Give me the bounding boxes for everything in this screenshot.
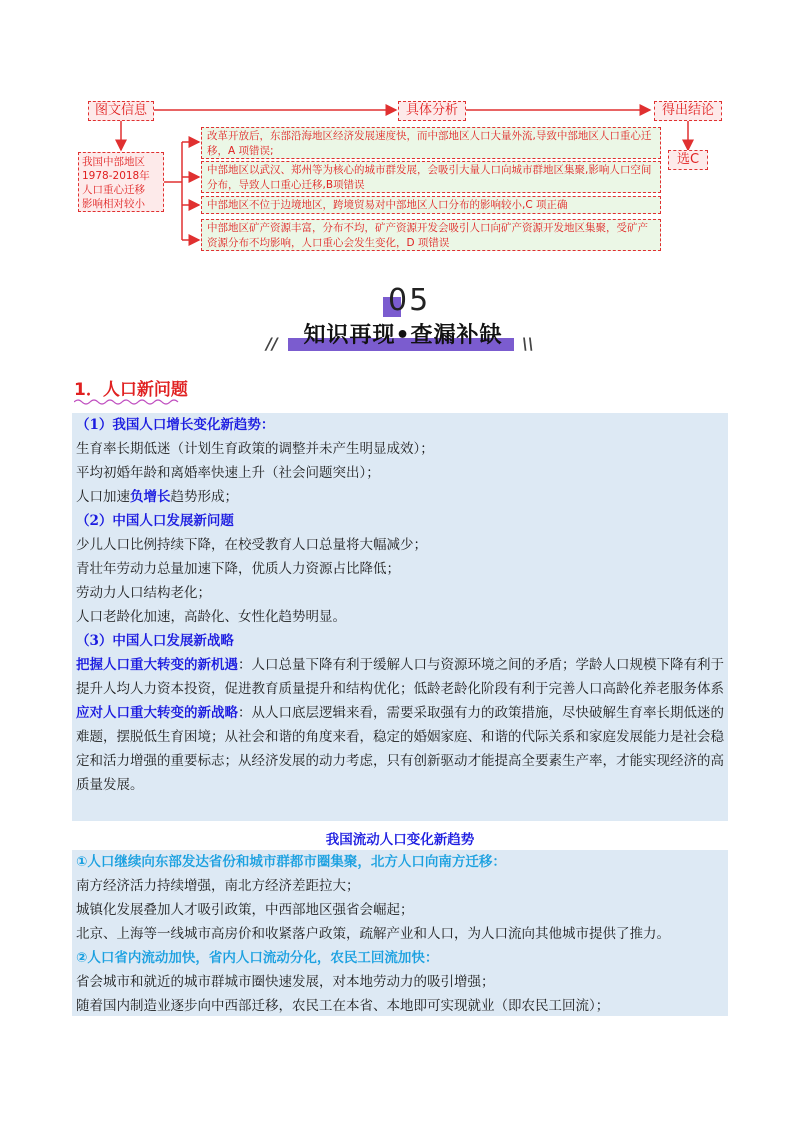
- info-line: 人口重心迁移: [82, 184, 145, 196]
- paragraph-new-strategy: [72, 701, 728, 797]
- info-line: 1978-2018年: [82, 170, 150, 182]
- subheading-intra-province: ②人口省内流动加快，省内人口流动分化，农民工回流加快：: [76, 950, 439, 966]
- subheading-new-problems: （2）中国人口发展新问题: [76, 513, 234, 529]
- text-line: 人口老龄化加速，高龄化、女性化趋势明显。: [76, 609, 346, 625]
- text-line: 少儿人口比例持续下降，在校受教育人口总量将大幅减少；: [76, 537, 427, 553]
- text-span: 人口加速: [76, 489, 130, 505]
- subtitle-migration-trends: 我国流动人口变化新趋势: [325, 832, 475, 848]
- heading-population-problems: 1．人口新问题: [74, 380, 188, 400]
- diagram-header-analysis: 具体分析: [398, 101, 466, 121]
- text-span: 趋势形成；: [170, 489, 238, 505]
- highlight-strategy: 应对人口重大转变的新战略: [76, 705, 238, 721]
- text-line-negative-growth: [72, 485, 728, 509]
- text-span: ：从人口底层逻辑来看，需要采取强有力的政策措施，尽快破解生育率长期低迷的难题，摆脱低生育困境；从社会和谐的角度来看，稳定的婚姻家庭、和谐的代际关系和家庭发展能力是社会稳定和活力增强的重要标志；从经济发展的动力考虑，只有创新驱动才能提高全要素生产率，才能实现经济的高质量发展。: [76, 705, 724, 793]
- subheading-growth-trend: （1）我国人口增长变化新趋势：: [76, 417, 275, 433]
- text-line: 北京、上海等一线城市高房价和收紧落户政策，疏解产业和人口，为人口流向其他城市提供了推力。: [76, 926, 670, 942]
- info-line: 影响相对较小: [82, 198, 145, 210]
- info-line: 我国中部地区: [82, 156, 145, 168]
- text-line: 平均初婚年龄和离婚率快速上升（社会问题突出）；: [76, 465, 380, 481]
- subheading-east-migration: ①人口继续向东部发达省份和城市群都市圈集聚，北方人口向南方迁移：: [76, 854, 506, 870]
- text-span: ：人口总量下降有利于缓解人口与资源环境之间的矛盾；学龄人口规模下降有利于提升人均人力资本投资，促进教育质量提升和结构优化；低龄老龄化阶段有利于完善人口高龄化养老服务体系: [76, 657, 724, 697]
- slash-decoration-right: \\: [522, 334, 534, 353]
- highlight-opportunity: 把握人口重大转变的新机遇: [76, 657, 238, 673]
- text-line: 省会城市和就近的城市群城市圈快速发展，对本地劳动力的吸引增强；: [76, 974, 495, 990]
- section-title: 知识再现•查漏补缺: [303, 323, 503, 348]
- analysis-item-d: 中部地区矿产资源丰富，分布不均，矿产资源开发会吸引人口向矿产资源开发地区集聚，受矿产资源分布不均影响，人口重心会发生变化，D 项错误: [201, 219, 661, 251]
- paragraph-new-opportunity: [72, 653, 728, 701]
- content-panel-trends: [72, 413, 728, 821]
- diagram-info-box: [78, 152, 164, 212]
- subheading-new-strategy: （3）中国人口发展新战略: [76, 633, 234, 649]
- analysis-item-a: 改革开放后，东部沿海地区经济发展速度快，而中部地区人口大量外流,导致中部地区人口重心迁移，A 项错误;: [201, 127, 661, 159]
- slash-decoration-left: //: [266, 334, 278, 353]
- text-line: 城镇化发展叠加人才吸引政策，中西部地区强省会崛起；: [76, 902, 414, 918]
- analysis-item-b: 中部地区以武汉、郑州等为核心的城市群发展，会吸引大量人口向城市群地区集聚,影响人口空间分布，导致人口重心迁移,B项错误: [201, 161, 661, 193]
- text-line: 劳动力人口结构老化；: [76, 585, 211, 601]
- section-number: 05: [388, 283, 431, 318]
- highlight-negative-growth: 负增长: [130, 489, 171, 505]
- heading-wavy-underline: [74, 398, 184, 406]
- text-line: 生育率长期低迷（计划生育政策的调整并未产生明显成效）；: [76, 441, 434, 457]
- text-line: 南方经济活力持续增强，南北方经济差距拉大；: [76, 878, 360, 894]
- content-panel-migration: [72, 850, 728, 1016]
- diagram-conclusion-box: 选C: [668, 150, 708, 170]
- text-line: 青壮年劳动力总量加速下降，优质人力资源占比降低；: [76, 561, 400, 577]
- diagram-header-info: 图文信息: [88, 101, 154, 121]
- diagram-header-conclusion: 得出结论: [654, 101, 722, 121]
- analysis-item-c: 中部地区不位于边境地区，跨境贸易对中部地区人口分布的影响较小,C 项正确: [201, 196, 661, 214]
- text-line: 随着国内制造业逐步向中西部迁移，农民工在本省、本地即可实现就业（即农民工回流）；: [76, 998, 610, 1014]
